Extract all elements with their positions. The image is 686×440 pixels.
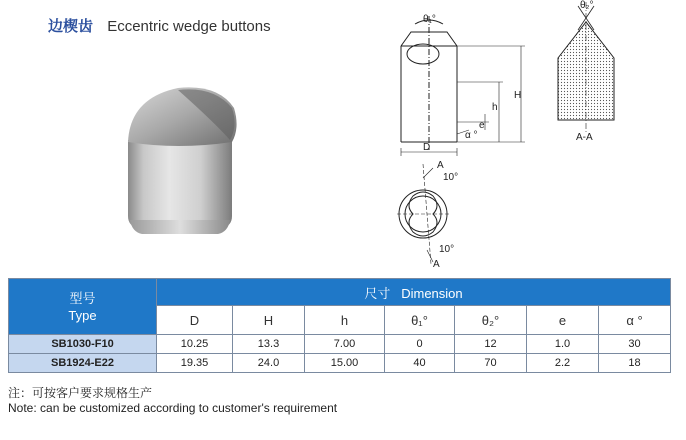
col-header-d: D [157, 306, 233, 335]
note-cn: 注：可按客户要求规格生产 [8, 386, 153, 400]
table-row [9, 335, 671, 354]
type-header-en: Type [68, 307, 97, 323]
label-section: A-A [576, 132, 593, 143]
cell-theta1: 0 [385, 335, 455, 354]
section-mark-a-bottom: A [433, 259, 440, 270]
top-view-drawing [393, 158, 468, 270]
label-angle-bottom: 10° [439, 244, 455, 255]
cell-alpha: 30 [599, 335, 671, 354]
col-header-h: h [305, 306, 385, 335]
cell-theta1: 40 [385, 354, 455, 373]
label-alpha: α ° [465, 130, 478, 141]
cell-h: 7.00 [305, 335, 385, 354]
type-header [9, 279, 157, 335]
label-h: h [492, 102, 498, 113]
cell-h: 15.00 [305, 354, 385, 373]
col-header-theta1: θ₁° [385, 306, 455, 335]
type-header-cn: 型号 [69, 290, 96, 306]
label-D: D [423, 142, 431, 153]
cell-h-total: 13.3 [233, 335, 305, 354]
note-en: Note: can be customized according to customer's requirement [8, 401, 338, 415]
row-type: SB1030-F10 [9, 335, 157, 354]
row-type: SB1924-E22 [9, 354, 157, 373]
col-header-theta2: θ₂° [455, 306, 527, 335]
spec-table [8, 278, 671, 373]
table-row [9, 354, 671, 373]
cell-alpha: 18 [599, 354, 671, 373]
label-theta2: θ₂° [580, 0, 594, 11]
section-mark-a-top: A [437, 160, 444, 171]
dimension-header: 尺寸 Dimension [157, 279, 671, 306]
col-header-e: e [527, 306, 599, 335]
section-view-drawing [548, 0, 638, 145]
cell-h-total: 24.0 [233, 354, 305, 373]
label-theta1: θ₁° [423, 14, 436, 25]
label-H: H [514, 90, 522, 101]
label-e: e [479, 120, 485, 131]
cell-d: 10.25 [157, 335, 233, 354]
side-view-drawing [385, 10, 535, 158]
title-en: Eccentric wedge buttons [107, 18, 271, 35]
cell-d: 19.35 [157, 354, 233, 373]
product-photo [118, 78, 248, 238]
label-angle-top: 10° [443, 172, 459, 183]
cell-e: 1.0 [527, 335, 599, 354]
page-title [48, 15, 271, 36]
cell-theta2: 70 [455, 354, 527, 373]
cell-e: 2.2 [527, 354, 599, 373]
col-header-h-total: H [233, 306, 305, 335]
col-header-alpha: α ° [599, 306, 671, 335]
cell-theta2: 12 [455, 335, 527, 354]
title-cn: 边楔齿 [48, 18, 94, 35]
